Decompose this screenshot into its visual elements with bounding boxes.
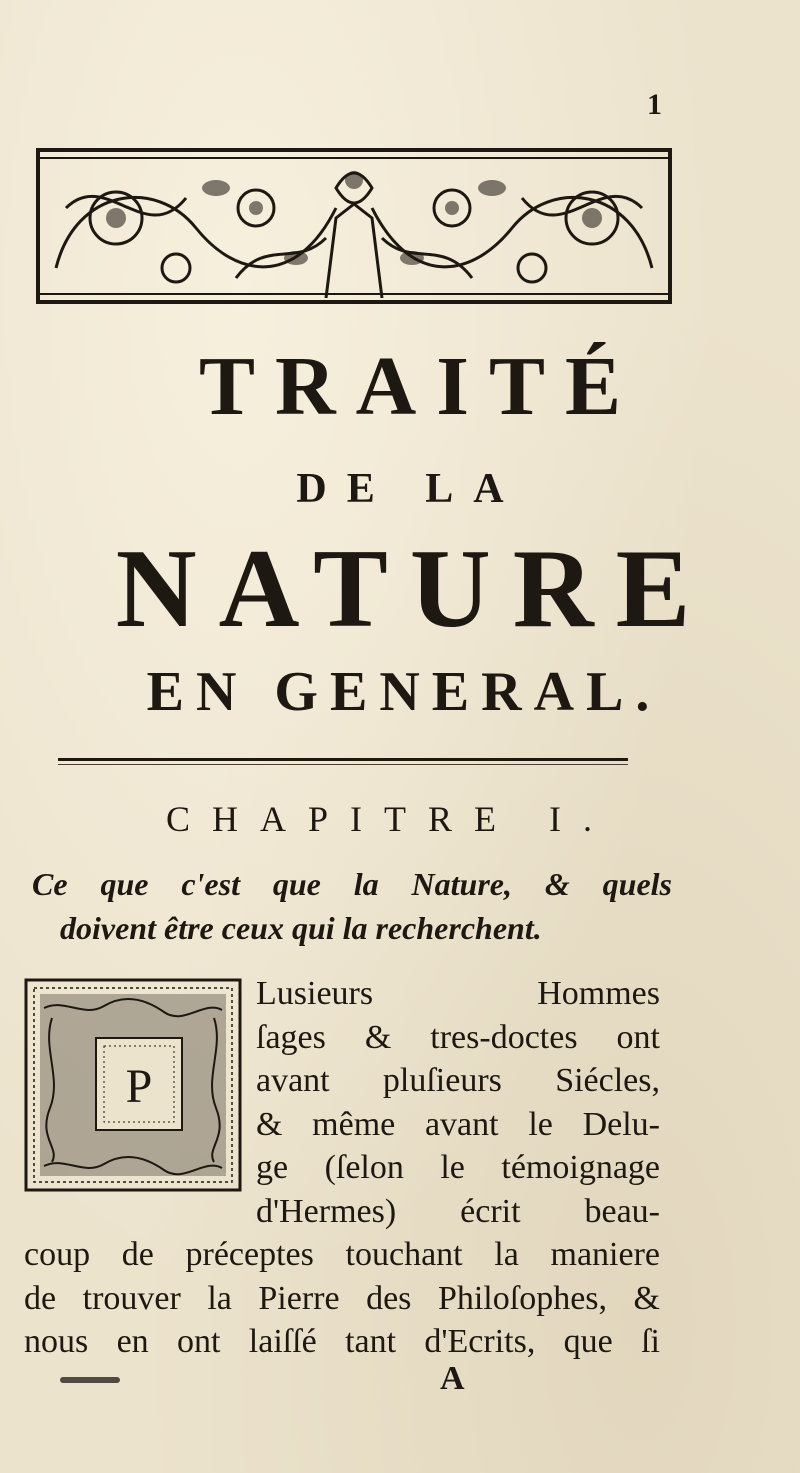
- body-line: ge (ſelon le témoignage: [256, 1149, 660, 1186]
- title-en-general: EN GENERAL.: [146, 661, 662, 723]
- ink-smudge: [60, 1377, 120, 1383]
- chapter-subtitle: [32, 862, 672, 950]
- subtitle-line-1: Ce que c'est que la Nature, & quels: [32, 866, 672, 902]
- body-line: de trouver la Pierre des Philoſophes, &: [24, 1279, 660, 1317]
- chapter-heading: CHAPITRE I.: [166, 799, 614, 839]
- initial-letter: P: [125, 1060, 153, 1113]
- body-line: ſages & tres-doctes ont: [256, 1018, 660, 1056]
- body-line: nous en ont laiſſé tant d'Ecrits, que ſi: [24, 1323, 660, 1360]
- ornamental-headpiece: [36, 148, 672, 304]
- body-line: avant pluſieurs Siécles,: [256, 1062, 660, 1099]
- page-number: 1: [647, 88, 662, 121]
- title-rule-divider: [58, 758, 628, 761]
- body-line: d'Hermes) écrit beau-: [256, 1192, 660, 1230]
- title-traite: TRAITÉ: [198, 340, 642, 433]
- subtitle-line-2: doivent être ceux qui la recherchent.: [60, 910, 542, 946]
- body-line: Lusieurs Hommes: [256, 975, 660, 1012]
- body-line: & même avant le Delu-: [256, 1105, 660, 1143]
- title-nature: NATURE: [115, 527, 713, 651]
- signature-mark: A: [440, 1360, 465, 1397]
- body-text: [24, 972, 660, 1364]
- title-de-la: DE LA: [296, 466, 524, 512]
- body-line: coup de préceptes touchant la maniere: [24, 1236, 660, 1273]
